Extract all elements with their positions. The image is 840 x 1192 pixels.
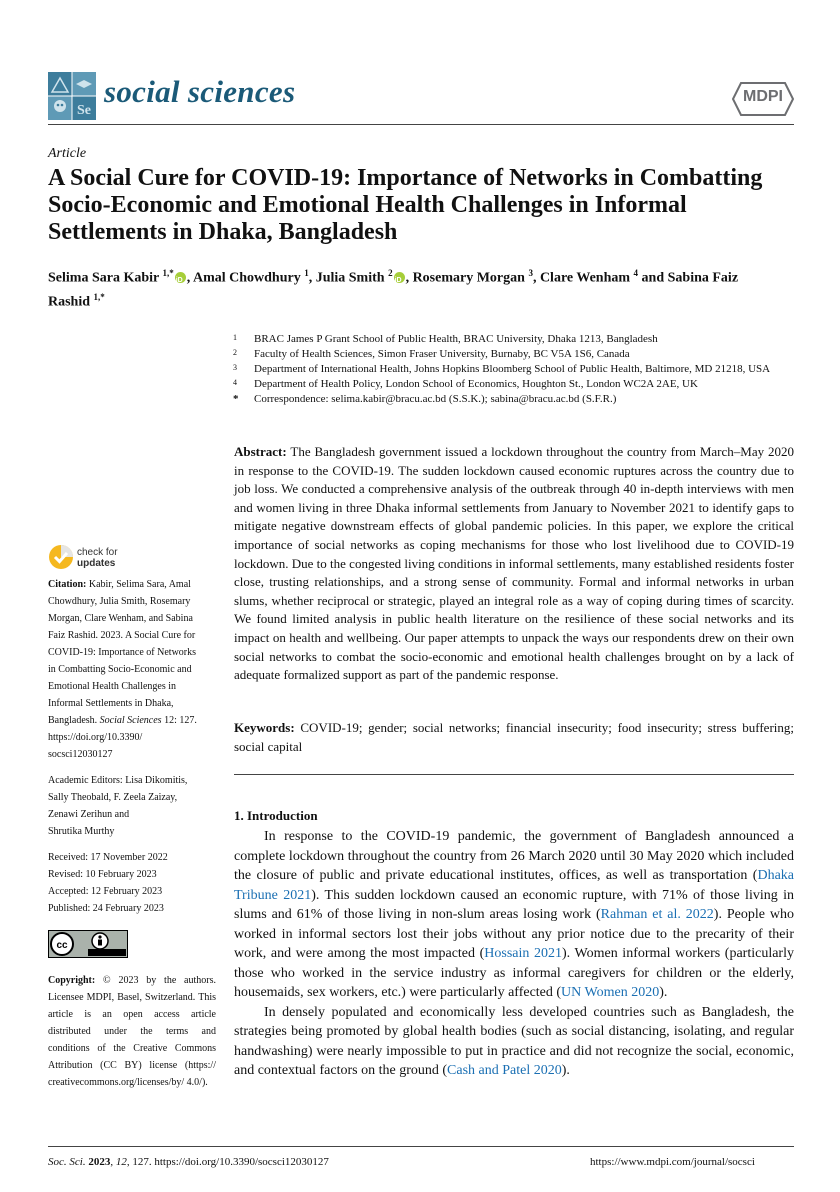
orcid-icon[interactable] (394, 272, 405, 283)
header-rule (48, 124, 794, 125)
check-updates-line2: updates (77, 558, 116, 569)
date-received: Received: 17 November 2022 (48, 852, 168, 863)
svg-text:cc: cc (56, 940, 68, 951)
body-text-run: ). This sudden lockdown caused an economic rupture, with 71% of those living in slums and 61% of those living in non-slum areas losing work ( (234, 887, 795, 922)
mdpi-logo-text: MDPI (743, 88, 783, 105)
date-accepted: Accepted: 12 February 2023 (48, 886, 163, 897)
citation-link[interactable]: UN Women 2020 (561, 985, 660, 1000)
abstract-label: Abstract: (234, 444, 287, 459)
citation-line: Morgan, Clare Wenham, and Sabina (48, 613, 193, 624)
footer-volume: 12 (115, 1156, 127, 1168)
author-affiliation-sup: 2 (388, 268, 393, 278)
author-name[interactable]: Sabina Faiz Rashid (48, 270, 739, 310)
abstract-rule (234, 774, 794, 775)
editors-line: Zenawi Zerihun and (48, 809, 130, 820)
author-name[interactable]: Rosemary Morgan (412, 270, 529, 286)
author-separator: and (638, 270, 668, 286)
citation-line: in Combatting Socio-Economic and (48, 664, 192, 675)
affiliation-text: BRAC James P Grant School of Public Health, BRAC University, Dhaka 1213, Bangladesh (254, 333, 658, 345)
affiliation-number: 1 (233, 333, 237, 342)
footer-year: 2023 (88, 1156, 111, 1168)
body-text-run: In densely populated and economically less developed countries such as Bangladesh, the strategies being promoted by global health bodies (such as social distancing, isolating, and regular handwashing) were nearly impossible to put in practice and did not recognize the social, economic, and contextual factors on the ground ( (234, 1004, 794, 1078)
copyright-text: © 2023 by the authors. Licensee MDPI, Basel, Switzerland. This article is an open access article distributed under the terms and conditions of the Creative Commons Attribution (CC BY) license (https:// creativecommons.org/licenses/by/ 4.0/). (48, 975, 216, 1088)
editors-line: Academic Editors: Lisa Dikomitis, (48, 775, 188, 786)
author-affiliation-sup: 1,* (93, 291, 105, 302)
keywords (234, 719, 794, 756)
citation-doi-link[interactable]: socsci12030127 (48, 749, 113, 760)
copyright-block (48, 972, 216, 1091)
citation-link[interactable]: Dhaka Tribune 2021 (234, 868, 794, 903)
journal-logo (48, 72, 96, 120)
body-text-run: ). (561, 1063, 570, 1078)
keywords-text: COVID-19; gender; social networks; financial insecurity; food insecurity; stress buffering; social capital (234, 720, 795, 754)
footer-journal-url[interactable]: https://www.mdpi.com/journal/socsci (590, 1156, 755, 1168)
author-name[interactable]: Amal Chowdhury (192, 270, 305, 286)
section-heading: 1. Introduction (234, 808, 318, 823)
correspondence-mark: * (233, 393, 239, 405)
section-body (234, 827, 794, 1081)
mdpi-logo (732, 81, 794, 117)
abstract (234, 443, 794, 685)
affiliations (233, 332, 798, 407)
footer-citation: Soc. Sci. 2023, 12, 127. https://doi.org/10.3390/socsci12030127 (48, 1156, 329, 1168)
date-published: Published: 24 February 2023 (48, 903, 164, 914)
editors-block (48, 772, 216, 840)
correspondence-text: Correspondence: selima.kabir@bracu.ac.bd (S.S.K.); sabina@bracu.ac.bd (S.F.R.) (254, 393, 617, 405)
author-separator: , (186, 270, 193, 286)
check-updates-icon (48, 544, 74, 570)
citation-block (48, 576, 216, 763)
author-name[interactable]: Clare Wenham (539, 270, 634, 286)
affiliation-number: 3 (233, 363, 237, 372)
svg-text:Se: Se (77, 103, 91, 118)
citation-label: Citation: (48, 579, 87, 590)
affiliation-text: Department of International Health, Johns Hopkins Bloomberg School of Public Health, Baltimore, MD 21218, USA (254, 363, 771, 375)
body-text-run: ). Women informal workers (particularly those who worked in the service industry as informal caregivers for children or the elderly, housemaids, sex workers, etc.) were particularly affected ( (234, 946, 794, 1000)
affiliation-number: 2 (233, 348, 237, 357)
date-revised: Revised: 10 February 2023 (48, 869, 157, 880)
author-affiliation-sup: 1 (304, 268, 309, 278)
abstract-text: The Bangladesh government issued a lockdown throughout the country from March–May 2020 in response to the COVID-19. The sudden lockdown caused economic ruptures across the country due to job loss. We conducted a comprehensive analysis of the outbreak through 40 in-depth interviews with men and women living in three Dhaka informal settlements from January to November 2021 to identify gaps to mitigate negative downstream effects of global pandemic policies. In this paper, we explore the critical importance of social networks as coping mechanisms for those who lost livelihood due to COVID-19 lockdown. Due to the congested living conditions in informal settlements, many established residents foster close, trusting relationships, and a strong sense of community. Formal and informal networks in urban slums, whether reciprocal or strategic, played an integral role as a way of coping during times of scarcity. We found limited analysis in public health literature on the resilience of these social networks and its impact on health and wellbeing. Our paper attempts to unpack the ways our respondents drew on their own social networks to combat the socio-economic and emotional health challenges brought on by a lack of adequate formalized support as part of the pandemic response. (234, 444, 794, 683)
affiliation-text: Department of Health Policy, London School of Economics, Houghton St., London WC2A 2AE, UK (254, 378, 698, 390)
affiliation-item (233, 362, 798, 377)
citation-line: Emotional Health Challenges in (48, 681, 177, 692)
body-text-run: ). People who worked in informal sectors lost their jobs without any prior notice due to the precarity of their work, and were among the most impacted ( (234, 907, 794, 961)
correspondence (233, 392, 798, 407)
citation-line: Informal Settlements in Dhaka, (48, 698, 174, 709)
copyright-label: Copyright: (48, 975, 96, 986)
footer-rule (48, 1146, 794, 1147)
author-separator: , (405, 270, 413, 286)
orcid-icon[interactable] (175, 272, 186, 283)
body-paragraph (234, 1003, 794, 1081)
author-affiliation-sup: 1,* (162, 268, 174, 278)
citation-line: COVID-19: Importance of Networks (48, 647, 197, 658)
article-title: A Social Cure for COVID-19: Importance of Networks in Combatting Socio-Economic and Emotional Health Challenges in Informal Settlements in Dhaka, Bangladesh (48, 165, 763, 245)
affiliation-item (233, 377, 798, 392)
body-text-run: In response to the COVID-19 pandemic, the government of Bangladesh announced a complete lockdown throughout the country from 26 March 2020 until 30 May 2020 which included the closure of public and private educational institutes, offices, as well as transportation ( (234, 829, 794, 883)
citation-line: Chowdhury, Julia Smith, Rosemary (48, 596, 191, 607)
affiliation-number: 4 (233, 378, 237, 387)
author-affiliation-sup: 4 (633, 268, 639, 278)
citation-link[interactable]: Hossain 2021 (484, 946, 562, 961)
citation-link[interactable]: Cash and Patel 2020 (447, 1063, 562, 1078)
journal-name: social sciences (104, 74, 296, 109)
check-for-updates-button[interactable] (48, 544, 138, 572)
check-updates-line1: check for (77, 547, 118, 558)
editors-line: Sally Theobald, F. Zeela Zaizay, (48, 792, 178, 803)
body-text-run: ). (659, 985, 668, 1000)
author-list (48, 264, 778, 311)
affiliation-item (233, 332, 798, 347)
citation-line: Kabir, Selima Sara, Amal (88, 579, 191, 590)
author-separator: , (532, 270, 540, 286)
affiliation-text: Faculty of Health Sciences, Simon Fraser University, Burnaby, BC V5A 1S6, Canada (254, 348, 630, 360)
citation-link[interactable]: Rahman et al. 2022 (600, 907, 714, 922)
body-paragraph (234, 827, 794, 1003)
article-type: Article (48, 146, 87, 161)
footer-doi[interactable]: , 127. https://doi.org/10.3390/socsci12030127 (126, 1156, 329, 1168)
cc-by-license-icon[interactable] (48, 930, 128, 958)
author-separator: , (308, 270, 316, 286)
editors-line: Shrutika Murthy (48, 826, 115, 837)
affiliation-item (233, 347, 798, 362)
citation-tail: Bangladesh. (48, 715, 98, 726)
keywords-label: Keywords: (234, 720, 295, 735)
citation-line: Faiz Rashid. 2023. A Social Cure for (48, 630, 196, 641)
citation-volume: 12: 127. (164, 715, 197, 726)
citation-journal: Social Sciences (99, 715, 162, 726)
footer-journal-abbr: Soc. Sci. (48, 1156, 86, 1168)
dates-block (48, 849, 216, 917)
sidebar (48, 576, 216, 1100)
author-name[interactable]: Selima Sara Kabir (48, 270, 163, 286)
author-affiliation-sup: 3 (528, 268, 533, 278)
citation-doi-link[interactable]: https://doi.org/10.3390/ (48, 732, 143, 743)
author-name[interactable]: Julia Smith (315, 270, 389, 286)
